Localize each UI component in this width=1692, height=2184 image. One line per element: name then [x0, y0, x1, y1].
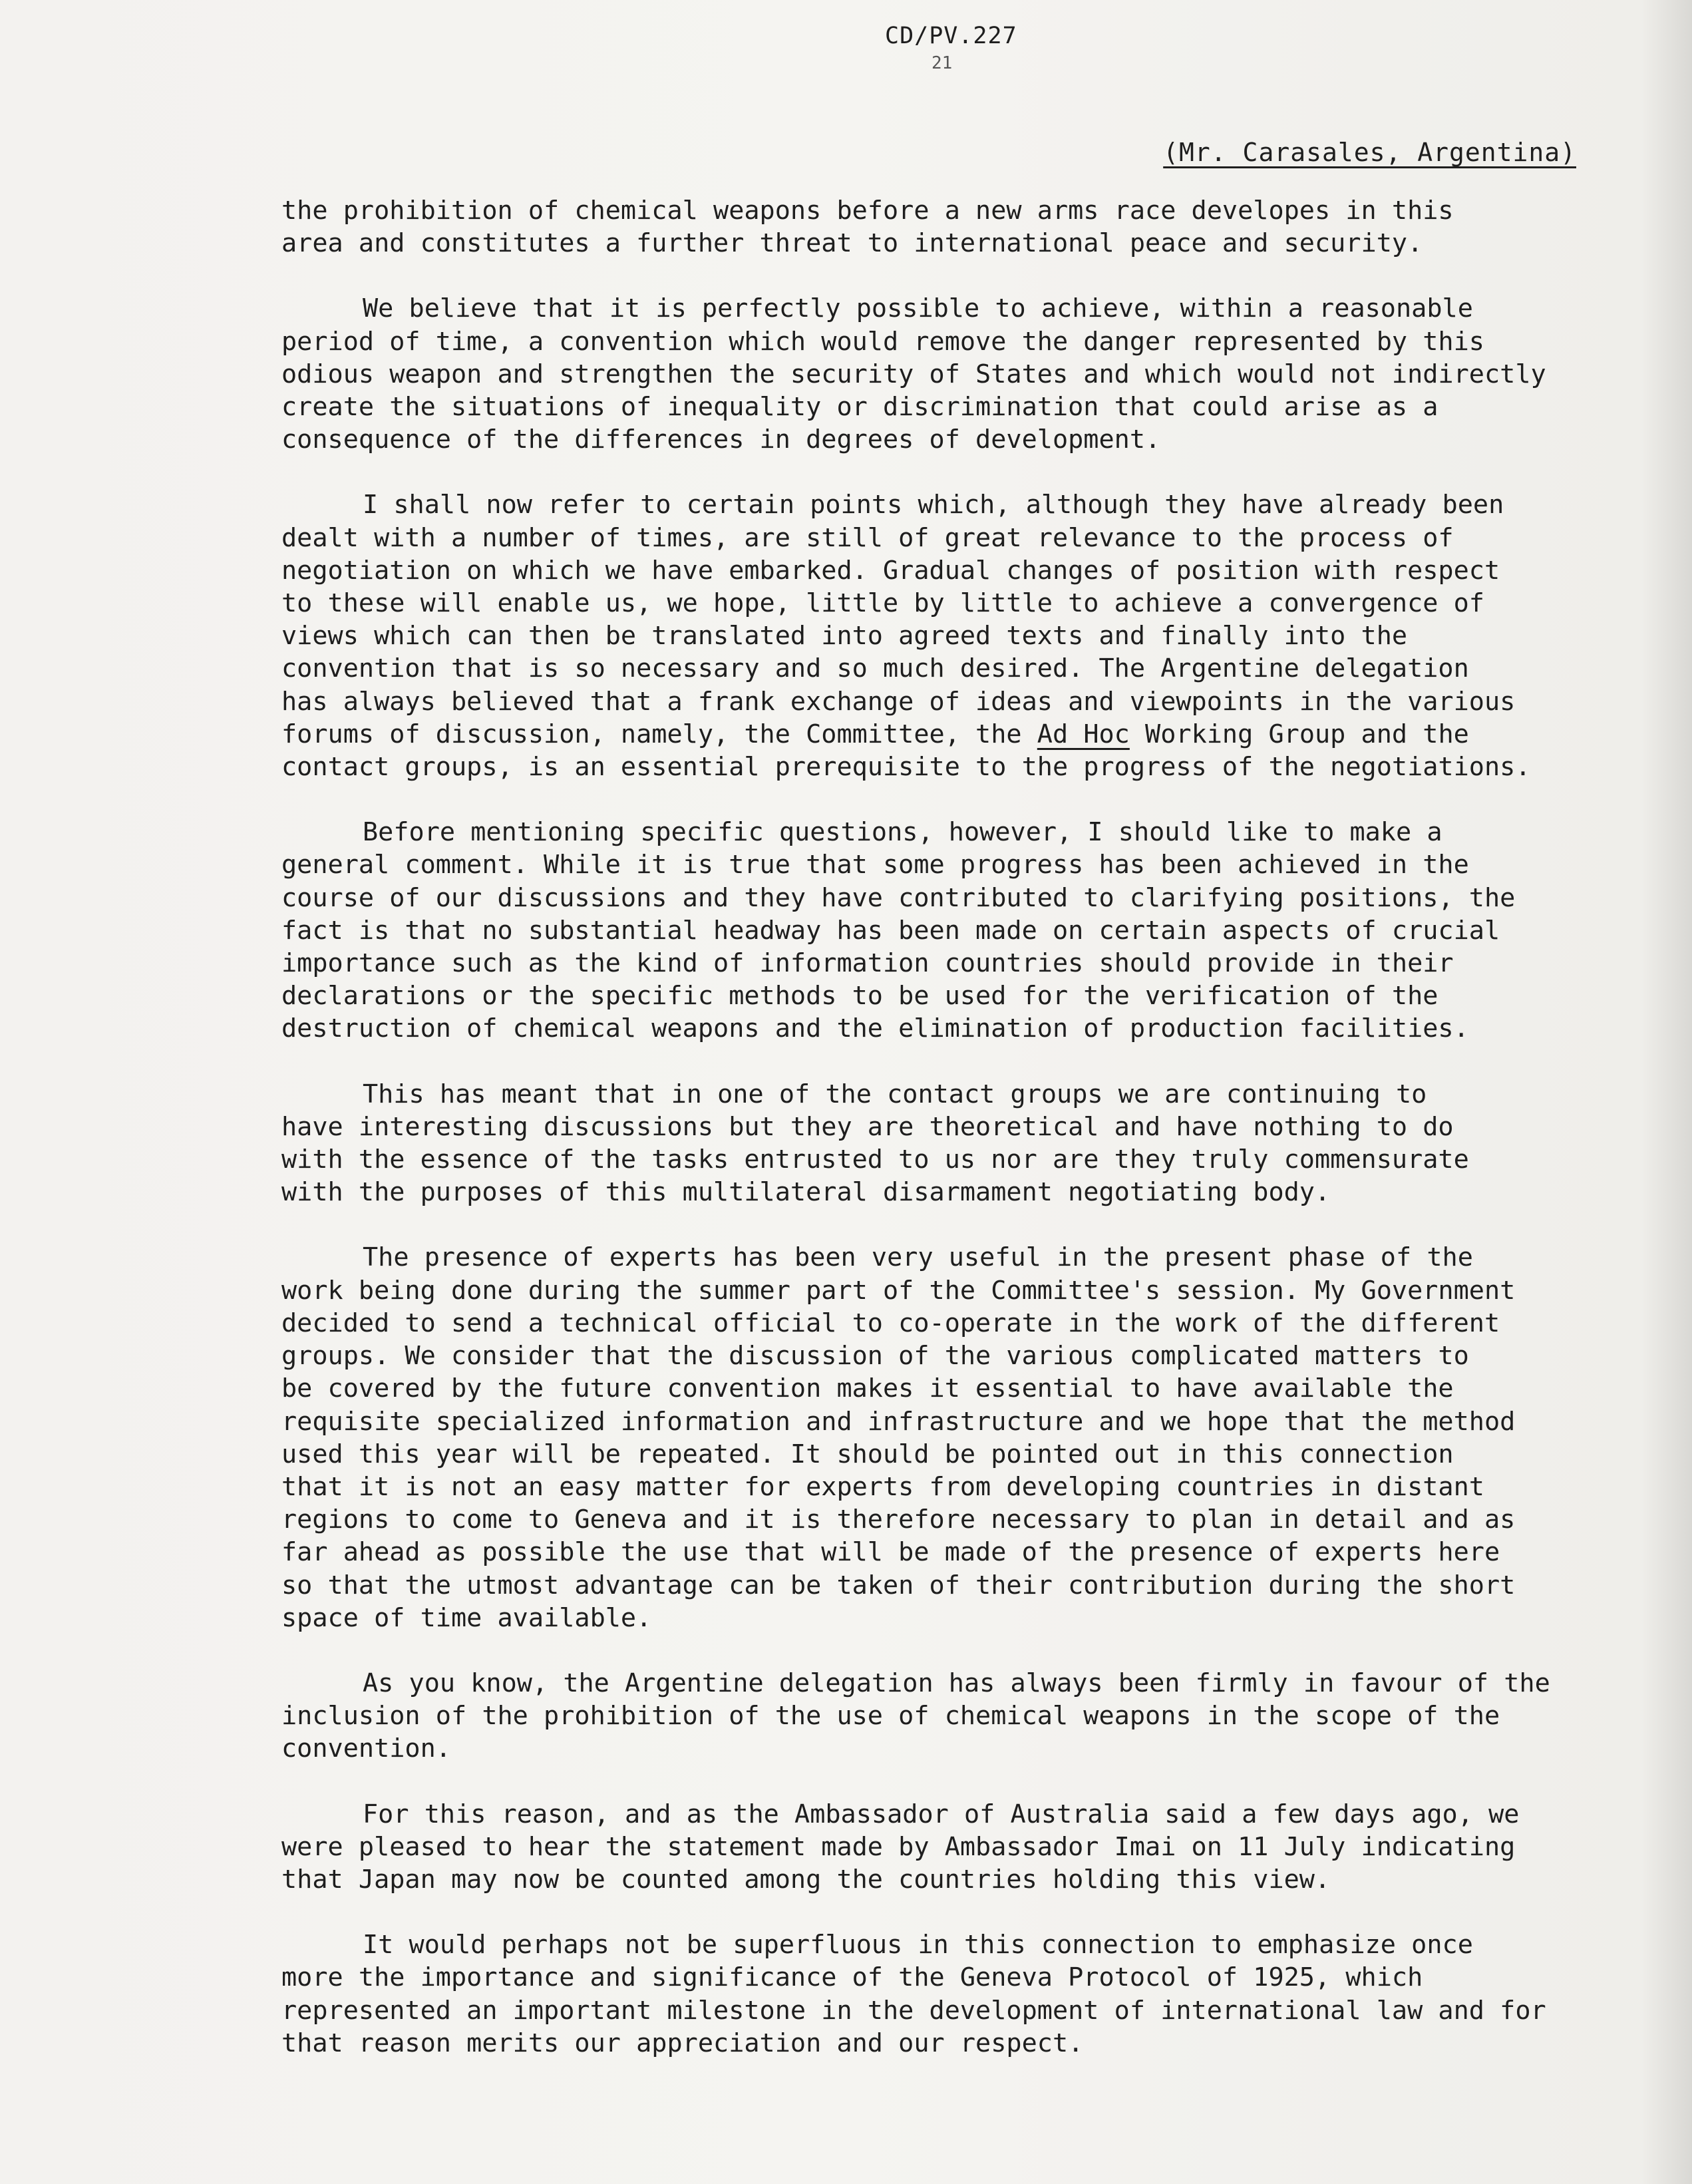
- text-line: that Japan may now be counted among the countries holding this view.: [281, 1864, 1331, 1895]
- paragraph: [281, 1667, 1602, 1765]
- text-line: used this year will be repeated. It should be pointed out in this connection: [281, 1439, 1454, 1469]
- paragraph: [281, 194, 1602, 260]
- text-line: contact groups, is an essential prerequisite to the progress of the negotiations.: [281, 752, 1531, 783]
- text-line: with the essence of the tasks entrusted to us nor are they truly commensurate: [281, 1145, 1469, 1175]
- text-line: work being done during the summer part of the Committee's session. My Government: [281, 1275, 1516, 1306]
- text-line: Before mentioning specific questions, however, I should like to make a: [363, 817, 1442, 848]
- text-line: convention that is so necessary and so much desired. The Argentine delegation: [281, 653, 1469, 684]
- paragraph: [281, 292, 1602, 456]
- text-line: consequence of the differences in degrees of development.: [281, 425, 1161, 455]
- text-line: negotiation on which we have embarked. Gradual changes of position with respect: [281, 555, 1500, 586]
- text-line: destruction of chemical weapons and the elimination of production facilities.: [281, 1013, 1469, 1044]
- text-line: I shall now refer to certain points which, although they have already been: [363, 490, 1504, 520]
- text-line: forums of discussion, namely, the Committee, the Ad Hoc Working Group and the: [281, 719, 1469, 749]
- text-line: that it is not an easy matter for experts from developing countries in distant: [281, 1471, 1484, 1502]
- document-reference: CD/PV.227: [885, 23, 1017, 49]
- text-line: fact is that no substantial headway has been made on certain aspects of crucial: [281, 915, 1500, 946]
- text-line: area and constitutes a further threat to international peace and security.: [281, 228, 1423, 259]
- speaker-attribution: [1163, 138, 1576, 167]
- text-line: have interesting discussions but they are theoretical and have nothing to do: [281, 1111, 1454, 1142]
- text-line: has always believed that a frank exchange of ideas and viewpoints in the various: [281, 686, 1516, 717]
- text-line: so that the utmost advantage can be taken of their contribution during the short: [281, 1570, 1516, 1600]
- speaker-name: (Mr. Carasales, Argentina): [1163, 138, 1576, 167]
- text-line: space of time available.: [281, 1602, 652, 1633]
- text-line: This has meant that in one of the contact groups we are continuing to: [363, 1079, 1427, 1109]
- text-line: be covered by the future convention makes it essential to have available the: [281, 1373, 1454, 1404]
- paragraph: [281, 1928, 1602, 2060]
- text-line: The presence of experts has been very useful in the present phase of the: [363, 1242, 1473, 1273]
- page-number: 21: [931, 53, 953, 73]
- text-line: were pleased to hear the statement made by Ambassador Imai on 11 July indicating: [281, 1831, 1516, 1862]
- text-line: period of time, a convention which would remove the danger represented by this: [281, 326, 1484, 357]
- paragraph: [281, 1798, 1602, 1897]
- text-line: inclusion of the prohibition of the use of chemical weapons in the scope of the: [281, 1701, 1500, 1731]
- text-line: with the purposes of this multilateral disarmament negotiating body.: [281, 1177, 1331, 1208]
- text-line: requisite specialized information and infrastructure and we hope that the method: [281, 1406, 1516, 1437]
- text-line: It would perhaps not be superfluous in this connection to emphasize once: [363, 1930, 1473, 1960]
- paragraph: [281, 816, 1602, 1045]
- paragraph: [281, 1241, 1602, 1634]
- paragraph: [281, 488, 1602, 783]
- text-line: course of our discussions and they have contributed to clarifying positions, the: [281, 882, 1516, 913]
- text-line: convention.: [281, 1733, 451, 1764]
- text-line: dealt with a number of times, are still of great relevance to the process of: [281, 522, 1454, 553]
- text-line: general comment. While it is true that some progress has been achieved in the: [281, 850, 1469, 880]
- text-line: views which can then be translated into agreed texts and finally into the: [281, 621, 1408, 651]
- text-line: decided to send a technical official to co-operate in the work of the different: [281, 1308, 1500, 1338]
- text-line: As you know, the Argentine delegation has always been firmly in favour of the: [363, 1668, 1550, 1698]
- text-line: create the situations of inequality or discrimination that could arise as a: [281, 392, 1438, 423]
- text-line: that reason merits our appreciation and our respect.: [281, 2028, 1084, 2058]
- text-line: represented an important milestone in the development of international law and for: [281, 1995, 1546, 2026]
- text-line: We believe that it is perfectly possible to achieve, within a reasonable: [363, 293, 1473, 324]
- text-line: declarations or the specific methods to be used for the verification of the: [281, 981, 1438, 1011]
- text-line: to these will enable us, we hope, little by little to achieve a convergence of: [281, 588, 1484, 619]
- text-line: importance such as the kind of information countries should provide in their: [281, 948, 1454, 979]
- text-line: regions to come to Geneva and it is therefore necessary to plan in detail and as: [281, 1505, 1516, 1535]
- text-line: groups. We consider that the discussion of the various complicated matters to: [281, 1341, 1469, 1371]
- text-line: the prohibition of chemical weapons before a new arms race developes in this: [281, 196, 1454, 226]
- text-line: odious weapon and strengthen the security of States and which would not indirectly: [281, 359, 1546, 389]
- paragraph: [281, 1078, 1602, 1209]
- text-line: far ahead as possible the use that will be made of the presence of experts here: [281, 1537, 1500, 1568]
- text-line: more the importance and significance of the Geneva Protocol of 1925, which: [281, 1962, 1423, 1993]
- text-line: For this reason, and as the Ambassador of Australia said a few days ago, we: [363, 1799, 1520, 1829]
- document-body: [281, 194, 1602, 2092]
